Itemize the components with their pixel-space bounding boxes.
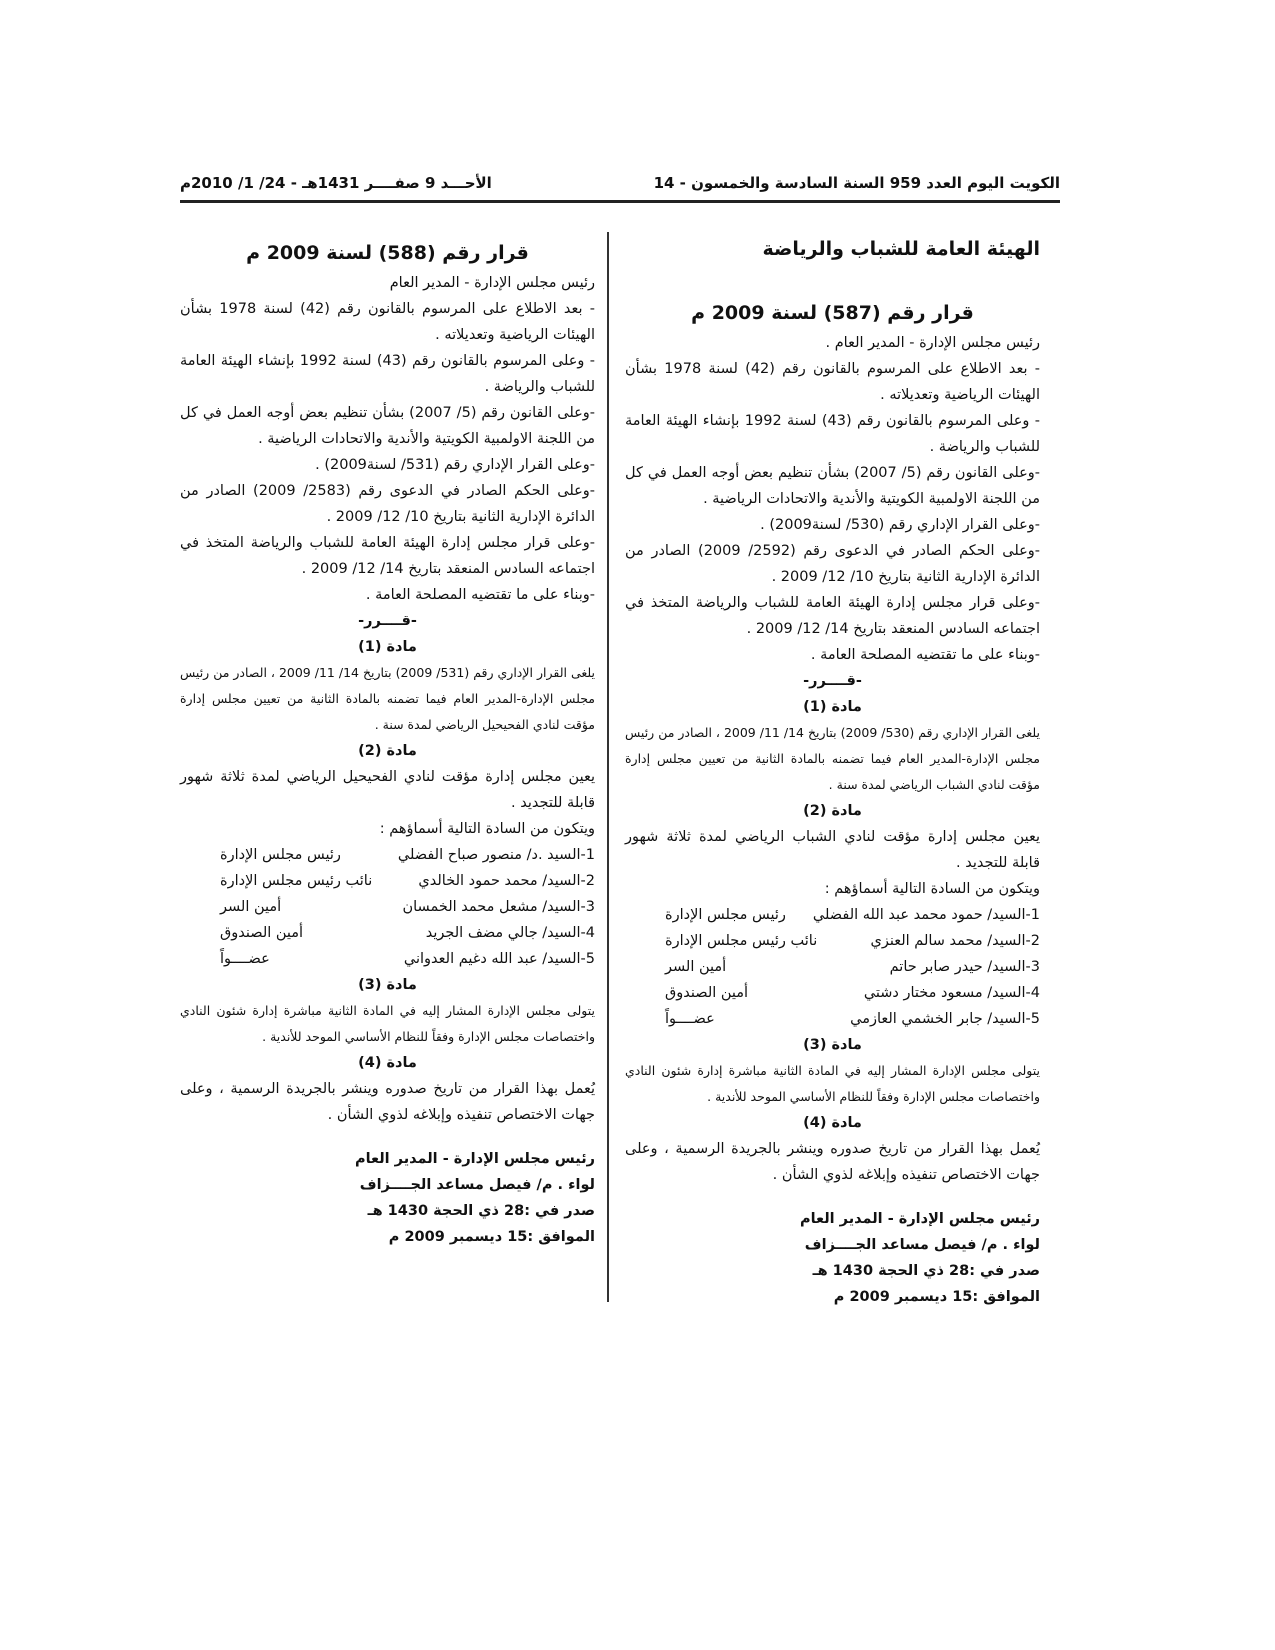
preamble-item: -وعلى قرار مجلس إدارة الهيئة العامة للشباب والرياضة المتخذ في اجتماعه السادس المنعقد بتاريخ 14/ 12/ 2009 . (180, 535, 595, 577)
member-role: أمين الصندوق (665, 985, 749, 1001)
member-role: رئيس مجلس الإدارة (220, 847, 341, 863)
signature-corresponding-date: الموافق :15 ديسمبر 2009 م (833, 1289, 1040, 1305)
member-row (180, 842, 595, 868)
article-3-text: يتولى مجلس الإدارة المشار إليه في المادة الثانية مباشرة إدارة شئون النادي واختصاصات مجلس الإدارة وفقاً للنظام الأساسي الموحد للأندية . (180, 1003, 595, 1044)
member-role: أمين السر (665, 959, 727, 975)
signature-issued-date: صدر في :28 ذي الحجة 1430 هـ (367, 1203, 595, 1219)
preamble-item: -وعلى القرار الإداري رقم (530/ لسنة2009) . (760, 517, 1040, 533)
member-row (180, 894, 595, 920)
signature-position: رئيس مجلس الإدارة - المدير العام (799, 1211, 1040, 1227)
member-name: 2-السيد/ محمد سالم العنزي (870, 933, 1040, 949)
preamble-item: - وعلى المرسوم بالقانون رقم (43) لسنة 1992 بإنشاء الهيئة العامة للشباب والرياضة . (625, 413, 1040, 455)
member-row (625, 1006, 1040, 1032)
decision-587-column (625, 232, 1040, 1310)
preamble-item: -وعلى الحكم الصادر في الدعوى رقم (2592/ 2009) الصادر من الدائرة الإدارية الثانية بتاريخ 10/ 12/ 2009 . (625, 543, 1041, 585)
member-name: 4-السيد/ جالي مضف الجريد (425, 925, 595, 941)
header-rule (180, 200, 1060, 203)
member-row (625, 928, 1040, 954)
preamble-item: - وعلى المرسوم بالقانون رقم (43) لسنة 1992 بإنشاء الهيئة العامة للشباب والرياضة . (180, 353, 595, 395)
preamble-item: -وعلى الحكم الصادر في الدعوى رقم (2583/ 2009) الصادر من الدائرة الإدارية الثانية بتاريخ 10/ 12/ 2009 . (180, 483, 596, 525)
member-row (180, 920, 595, 946)
member-row (625, 902, 1040, 928)
member-role: نائب رئيس مجلس الإدارة (220, 873, 373, 889)
article-1-text: يلغى القرار الإداري رقم (530/ 2009) بتاريخ 14/ 11/ 2009 ، الصادر من رئيس مجلس الإدارة-المدير العام فيما تضمنه بالمادة الثانية من تعيين مجلس إدارة مؤقت لنادي الشباب الرياضي لمدة سنة . (625, 725, 1041, 792)
decision-588-column (180, 240, 595, 1250)
member-name: 5-السيد/ جابر الخشمي العازمي (850, 1011, 1040, 1027)
members-intro: ويتكون من السادة التالية أسماؤهم : (824, 881, 1040, 897)
member-name: 5-السيد/ عبد الله دغيم العدواني (403, 951, 595, 967)
preamble-item: - بعد الاطلاع على المرسوم بالقانون رقم (42) لسنة 1978 بشأن الهيئات الرياضية وتعديلاته . (625, 361, 1040, 403)
header-date: الأحـــد 9 صفــــر 1431هـ - 24/ 1/ 2010م (180, 174, 492, 192)
member-row (625, 954, 1040, 980)
signature-corresponding-date: الموافق :15 ديسمبر 2009 م (388, 1229, 595, 1245)
member-role: عضــــواً (220, 951, 270, 967)
decision-587-title: قرار رقم (587) لسنة 2009 م (691, 302, 974, 324)
page-header (180, 170, 1060, 200)
organization-title: الهيئة العامة للشباب والرياضة (762, 238, 1040, 260)
member-row (625, 980, 1040, 1006)
member-name: 2-السيد/ محمد حمود الخالدي (418, 873, 595, 889)
signature-block (625, 1206, 1040, 1310)
decision-588-issuer: رئيس مجلس الإدارة - المدير العام (389, 275, 595, 291)
signature-block (180, 1146, 595, 1250)
preamble-item: -وعلى القرار الإداري رقم (531/ لسنة2009) . (315, 457, 595, 473)
preamble-item: -وعلى القانون رقم (5/ 2007) بشأن تنظيم بعض أوجه العمل في كل من اللجنة الاولمبية الكويتية والأندية والاتحادات الرياضية . (625, 465, 1041, 507)
member-role: أمين الصندوق (220, 925, 304, 941)
article-2-title: مادة (2) (803, 803, 862, 819)
member-role: أمين السر (220, 899, 282, 915)
preamble-item: - بعد الاطلاع على المرسوم بالقانون رقم (42) لسنة 1978 بشأن الهيئات الرياضية وتعديلاته . (180, 301, 595, 343)
article-1-title: مادة (1) (358, 639, 417, 655)
member-role: عضــــواً (665, 1011, 715, 1027)
members-intro: ويتكون من السادة التالية أسماؤهم : (379, 821, 595, 837)
decides-heading: -قــــرر- (803, 673, 862, 689)
member-role: نائب رئيس مجلس الإدارة (665, 933, 818, 949)
article-3-title: مادة (3) (803, 1037, 862, 1053)
member-row (180, 868, 595, 894)
article-3-text: يتولى مجلس الإدارة المشار إليه في المادة الثانية مباشرة إدارة شئون النادي واختصاصات مجلس الإدارة وفقاً للنظام الأساسي الموحد للأندية . (625, 1063, 1040, 1104)
signature-position: رئيس مجلس الإدارة - المدير العام (354, 1151, 595, 1167)
signature-name: لواء . م/ فيصل مساعد الجــــزاف (359, 1177, 595, 1193)
decision-588-title: قرار رقم (588) لسنة 2009 م (246, 242, 529, 264)
article-2-text: يعين مجلس إدارة مؤقت لنادي الشباب الرياضي لمدة ثلاثة شهور قابلة للتجديد . (625, 829, 1040, 871)
preamble-item: -وبناء على ما تقتضيه المصلحة العامة . (810, 647, 1040, 663)
member-row (180, 946, 595, 972)
article-2-title: مادة (2) (358, 743, 417, 759)
preamble-item: -وعلى القانون رقم (5/ 2007) بشأن تنظيم بعض أوجه العمل في كل من اللجنة الاولمبية الكويتية والأندية والاتحادات الرياضية . (180, 405, 596, 447)
article-1-title: مادة (1) (803, 699, 862, 715)
article-4-title: مادة (4) (803, 1115, 862, 1131)
member-name: 1-السيد/ حمود محمد عبد الله الفضلي (812, 907, 1040, 923)
article-4-title: مادة (4) (358, 1055, 417, 1071)
member-name: 3-السيد/ مشعل محمد الخمسان (402, 899, 595, 915)
preamble-item: -وبناء على ما تقتضيه المصلحة العامة . (365, 587, 595, 603)
decides-heading: -قــــرر- (358, 613, 417, 629)
member-name: 4-السيد/ مسعود مختار دشتي (863, 985, 1040, 1001)
member-name: 1-السيد .د/ منصور صباح الفضلي (397, 847, 595, 863)
member-name: 3-السيد/ حيدر صابر حاتم (889, 959, 1040, 975)
column-divider (607, 232, 609, 1302)
article-3-title: مادة (3) (358, 977, 417, 993)
signature-issued-date: صدر في :28 ذي الحجة 1430 هـ (812, 1263, 1040, 1279)
article-2-text: يعين مجلس إدارة مؤقت لنادي الفحيحيل الرياضي لمدة ثلاثة شهور قابلة للتجديد . (180, 769, 595, 811)
article-1-text: يلغى القرار الإداري رقم (531/ 2009) بتاريخ 14/ 11/ 2009 ، الصادر من رئيس مجلس الإدارة-المدير العام فيما تضمنه بالمادة الثانية من تعيين مجلس إدارة مؤقت لنادي الفحيحيل الرياضي لمدة سنة . (180, 665, 596, 732)
preamble-item: -وعلى قرار مجلس إدارة الهيئة العامة للشباب والرياضة المتخذ في اجتماعه السادس المنعقد بتاريخ 14/ 12/ 2009 . (625, 595, 1040, 637)
signature-name: لواء . م/ فيصل مساعد الجــــزاف (804, 1237, 1040, 1253)
member-role: رئيس مجلس الإدارة (665, 907, 786, 923)
header-issue-info: الكويت اليوم العدد 959 السنة السادسة والخمسون - 14 (653, 174, 1060, 192)
decision-587-issuer: رئيس مجلس الإدارة - المدير العام . (825, 335, 1040, 351)
article-4-text: يُعمل بهذا القرار من تاريخ صدوره وينشر بالجريدة الرسمية ، وعلى جهات الاختصاص تنفيذه وإبلاغه لذوي الشأن . (180, 1081, 595, 1123)
article-4-text: يُعمل بهذا القرار من تاريخ صدوره وينشر بالجريدة الرسمية ، وعلى جهات الاختصاص تنفيذه وإبلاغه لذوي الشأن . (625, 1141, 1040, 1183)
